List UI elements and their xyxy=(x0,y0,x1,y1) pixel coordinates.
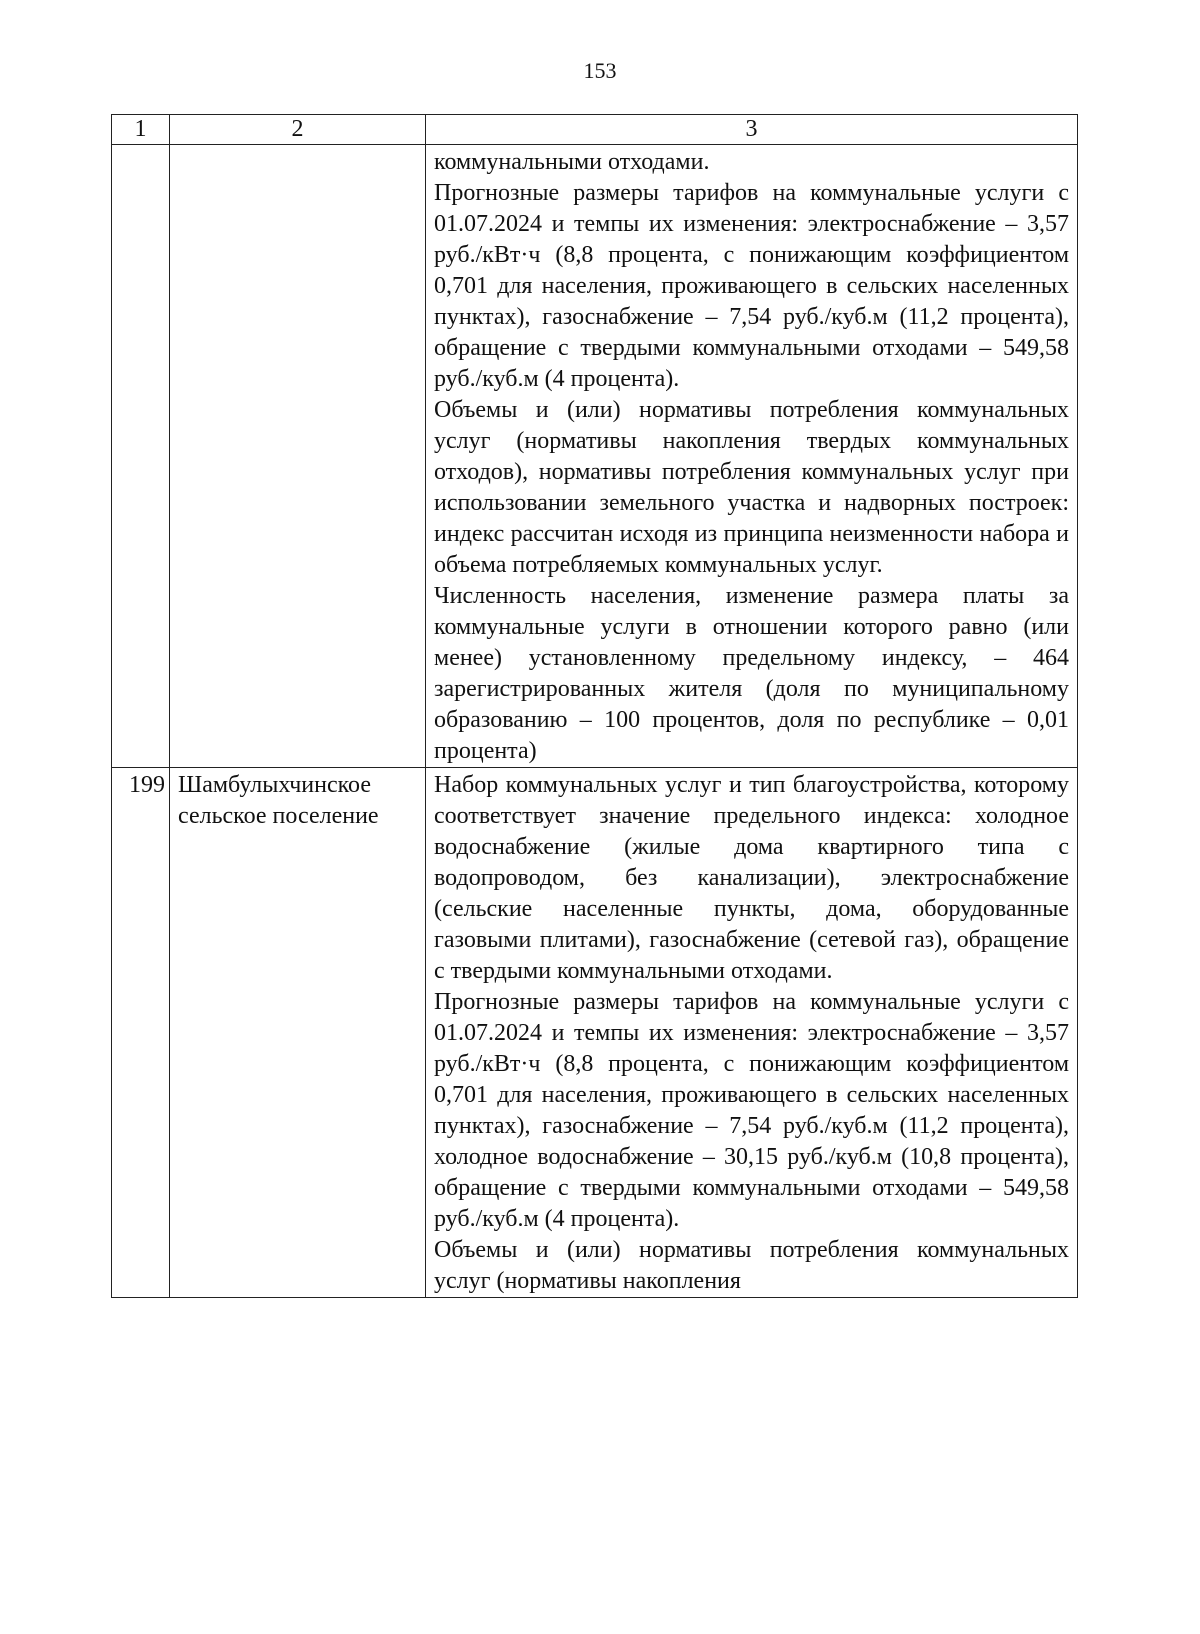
paragraph: Прогнозные размеры тарифов на коммунальные услуги с 01.07.2024 и темпы их изменения: электроснабжение – 3,57 руб./кВт·ч (8,8 процента, с понижающим коэффициентом 0,701 для населения, проживающего в сельских населенных пунктах), газоснабжение – 7,54 руб./куб.м (11,2 процента), холодное водоснабжение – 30,15 руб./куб.м (10,8 процента), обращение с твердыми коммунальными отходами – 549,58 руб./куб.м (4 процента). xyxy=(434,989,1069,1232)
header-col-1: 1 xyxy=(112,115,170,145)
row-number-cell: 199 xyxy=(112,768,170,1298)
table-row xyxy=(112,145,1078,768)
paragraph: Прогнозные размеры тарифов на коммунальные услуги с 01.07.2024 и темпы их изменения: электроснабжение – 3,57 руб./кВт·ч (8,8 процента, с понижающим коэффициентом 0,701 для населения, проживающего в сельских населенных пунктах), газоснабжение – 7,54 руб./куб.м (11,2 процента), обращение с твердыми коммунальными отходами – 549,58 руб./куб.м (4 процента). xyxy=(434,180,1069,392)
header-col-3: 3 xyxy=(426,115,1078,145)
tariff-table xyxy=(111,114,1078,1298)
paragraph: коммунальными отходами. xyxy=(434,149,710,175)
settlement-name-cell: Шамбулыхчинское сельское поселение xyxy=(170,768,426,1298)
description-cell xyxy=(426,145,1078,768)
paragraph: Численность населения, изменение размера платы за коммунальные услуги в отношении которого равно (или менее) установленному предельному индексу, – 464 зарегистрированных жителя (доля по муниципальному образованию – 100 процентов, доля по республике – 0,01 процента) xyxy=(434,583,1069,764)
row-number-cell xyxy=(112,145,170,768)
table-header-row xyxy=(112,115,1078,145)
description-cell xyxy=(426,768,1078,1298)
page-number: 153 xyxy=(583,58,617,83)
settlement-name-cell xyxy=(170,145,426,768)
paragraph: Объемы и (или) нормативы потребления коммунальных услуг (нормативы накопления твердых коммунальных отходов), нормативы потребления коммунальных услуг при использовании земельного участка и надворных построек: индекс рассчитан исходя из принципа неизменности набора и объема потребляемых коммунальных услуг. xyxy=(434,397,1069,578)
table-row xyxy=(112,768,1078,1298)
paragraph: Объемы и (или) нормативы потребления коммунальных услуг (нормативы накопления xyxy=(434,1237,1069,1294)
header-col-2: 2 xyxy=(170,115,426,145)
paragraph: Набор коммунальных услуг и тип благоустройства, которому соответствует значение предельного индекса: холодное водоснабжение (жилые дома квартирного типа с водопроводом, без канализации), электроснабжение (сельские населенные пункты, дома, оборудованные газовыми плитами), газоснабжение (сетевой газ), обращение с твердыми коммунальными отходами. xyxy=(434,772,1069,984)
